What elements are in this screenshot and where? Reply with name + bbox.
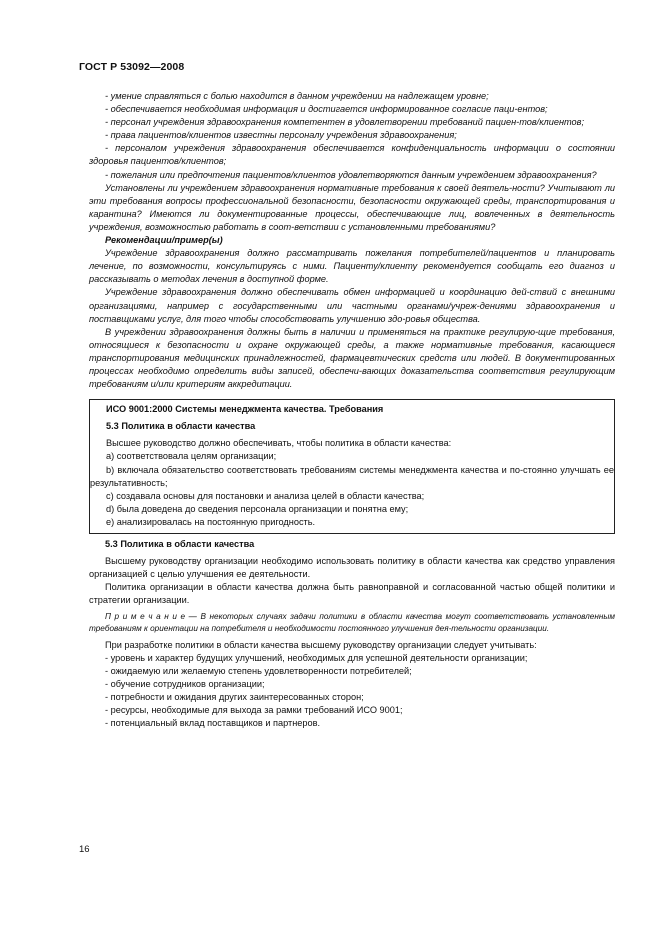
page-number: 16 [79, 844, 90, 855]
list-item: - обучение сотрудников организации; [105, 678, 265, 689]
box-intro: Высшее руководство должно обеспечивать, чтобы политика в области качества: [106, 438, 452, 449]
note [89, 611, 615, 634]
question-paragraph: Установлены ли учреждением здравоохранения нормативные требования к своей деятель-ности? Учитывают ли эти требования вопросы профессиональной безопасности, безопасности окружающей среды, транспортирования и карантина? Имеются ли документированные процессы, обеспечивающие лиц, вовлеченных в деятельность учреждения, возможностью работать в соот-ветствии с установленными требованиями? [89, 182, 615, 232]
list-item: - персоналом учреждения здравоохранения обеспечивается конфиденциальность информации о состоянии здоровья пациентов/клиентов; [89, 143, 615, 167]
box-item: а) соответствовала целям организации; [106, 451, 277, 462]
section-heading: 5.3 Политика в области качества [105, 539, 255, 549]
list-item: - уровень и характер будущих улучшений, необходимых для успешной деятельности организации; [105, 652, 528, 663]
recommendation-paragraph: Учреждение здравоохранения должно обеспечивать обмен информацией и координацию дей-ствий с внешними организациями, например с государственными или частными органами/учреж-дениями здравоохранения и поставщиками услуг, для того чтобы способствовать улучшению здо-ровья общества. [89, 287, 615, 324]
list-item: - ожидаемую или желаемую степень удовлетворенности потребителей; [105, 665, 412, 676]
paragraph: Политика организации в области качества должна быть равноправной и согласованной частью общей политики и стратегии организации. [89, 582, 615, 606]
recommendations-heading: Рекомендации/пример(ы) [105, 235, 223, 246]
box-item: e) анализировалась на постоянную пригодность. [106, 516, 316, 527]
list-item: - обеспечивается необходимая информация и достигается информированное согласие паци-ентов; [105, 104, 548, 115]
iso-quote-box [89, 399, 615, 534]
list-item: - ресурсы, необходимые для выхода за рамки требований ИСО 9001; [105, 705, 403, 716]
list-item: - потенциальный вклад поставщиков и партнеров. [105, 718, 321, 729]
note-label: П р и м е ч а н и е [105, 612, 186, 622]
list-item: - потребности и ожидания других заинтересованных сторон; [105, 692, 364, 703]
italic-block [89, 90, 615, 391]
box-item: c) создавала основы для постановки и анализа целей в области качества; [106, 490, 425, 501]
recommendation-paragraph: В учреждении здравоохранения должны быть в наличии и применяться на практике регулирую-щие требования, относящиеся к безопасности и охране окружающей среды, а также нормативные требования, касающиеся транспортирования медицинских принадлежностей, фармацевтических средств или людей. В документированных процессах необходимо определить виды записей, обеспечи-вающих доказательства соответствия регулирующим требованиям и/или критериям аккредитации. [89, 326, 615, 390]
page-body [89, 90, 615, 730]
box-item: d) была доведена до сведения персонала организации и понятна ему; [106, 503, 409, 514]
list-item: - умение справляться с болью находится в данном учреждении на надлежащем уровне; [105, 91, 489, 101]
box-section-heading: 5.3 Политика в области качества [106, 421, 256, 432]
paragraph: Высшему руководству организации необходимо использовать политику в области качества как средство управления организацией с целью улучшения ее деятельности. [89, 556, 615, 580]
box-title: ИСО 9001:2000 Системы менеджмента качества. Требования [106, 404, 384, 415]
note-text: — В некоторых случаях задачи политики в области качества могут соответствовать установленным требованиям к ориентации на потребителя и необходимости постоянного улучшения дея-тельности организации. [89, 612, 615, 634]
box-item: b) включала обязательство соответствовать требованиям системы менеджмента качества и по-стоянно улучшать ее результативность; [90, 464, 614, 488]
list-item: - права пациентов/клиентов известны персоналу учреждения здравоохранения; [105, 130, 457, 141]
list-item: - пожелания или предпочтения пациентов/клиентов удовлетворяются данным учреждением здравоохранения? [105, 169, 597, 180]
page-header: ГОСТ Р 53092—2008 [79, 61, 185, 73]
recommendation-paragraph: Учреждение здравоохранения должно рассматривать пожелания потребителей/пациентов и планировать лечение, по возможности, консультируясь с ними. Пациенту/клиенту рекомендуется сообщать его диагноз и рассказывать о методах лечения в доступной форме. [89, 248, 615, 285]
list-intro: При разработке политики в области качества высшему руководству организации следует учитывать: [105, 639, 537, 650]
list-item: - персонал учреждения здравоохранения компетентен в удовлетворении требований пациен-тов/клиентов; [105, 117, 585, 128]
